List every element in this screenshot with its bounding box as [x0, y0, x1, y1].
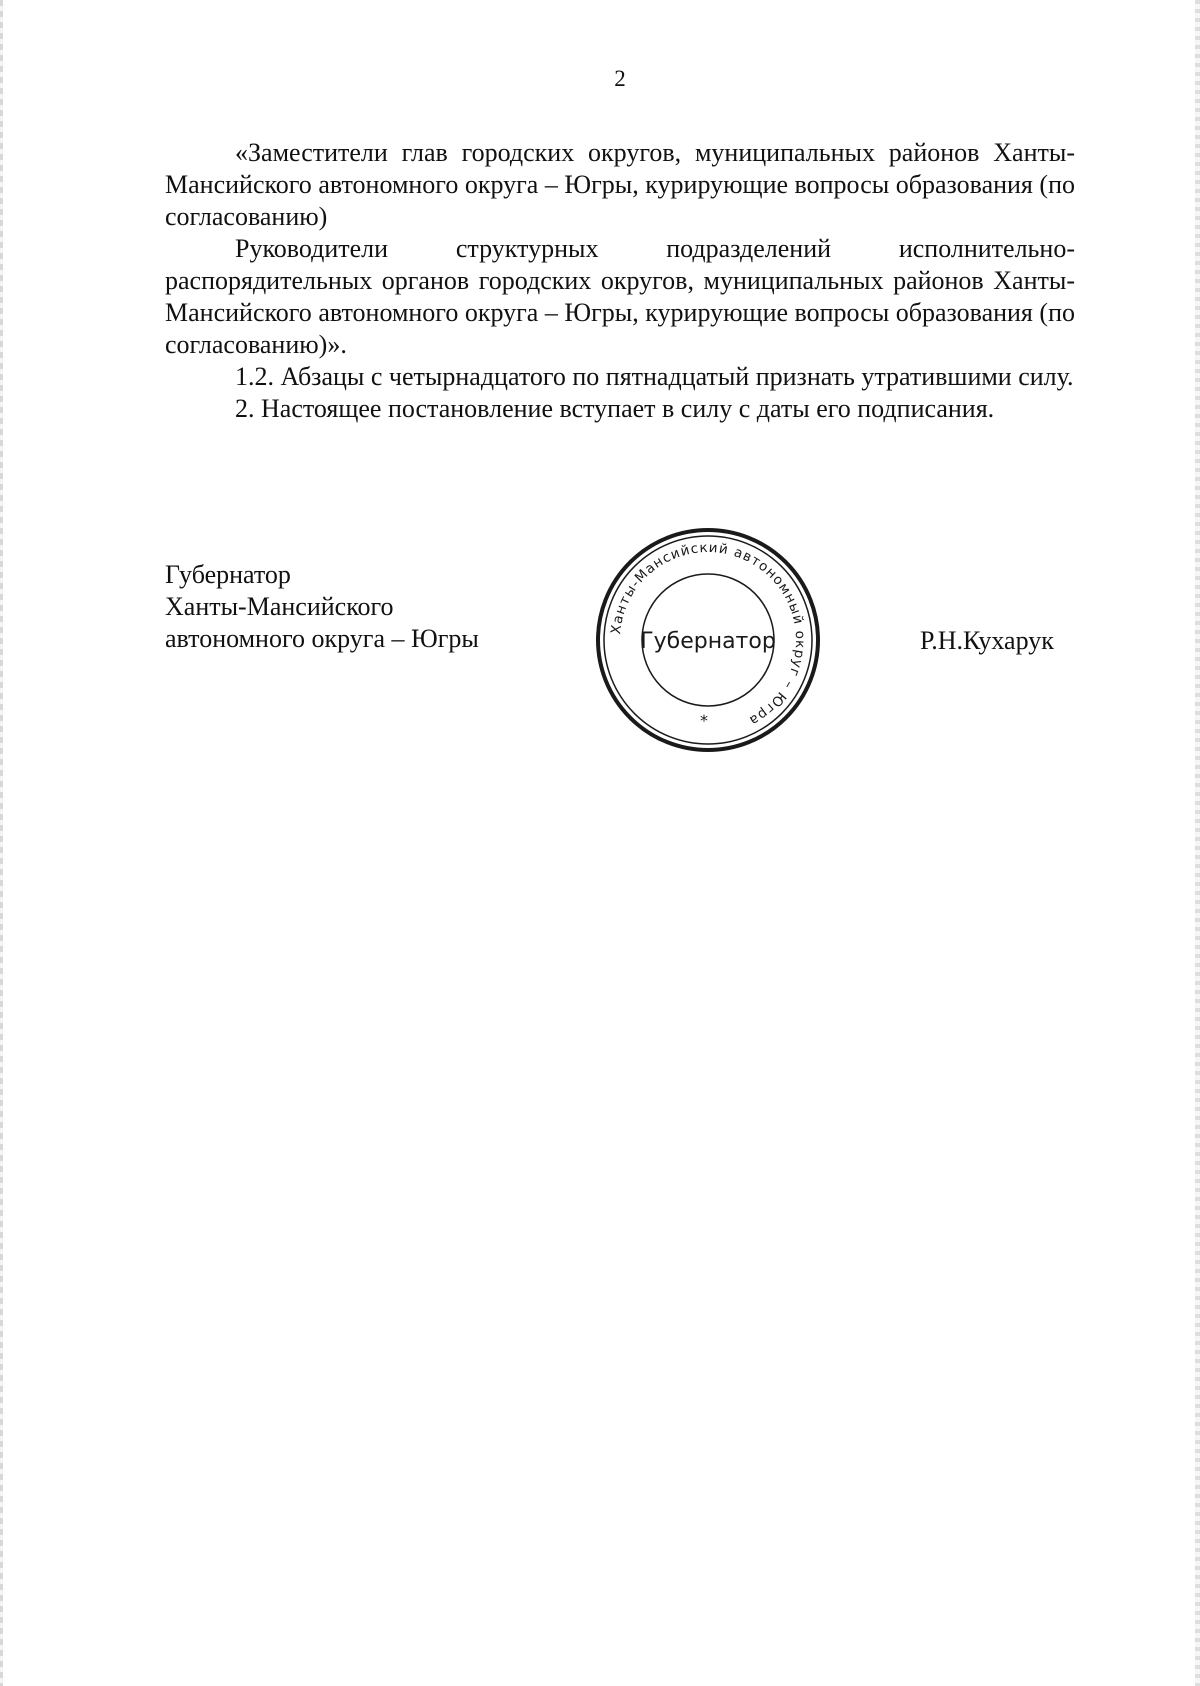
- seal-star: *: [700, 711, 708, 730]
- paragraph-heads-of-divisions: Руководители структурных подразделений исполнительно-распорядительных органов городских округов, муниципальных районов Ханты-Мансийского автономного округа – Югры, курирующие вопросы образования (по согласованию)».: [165, 234, 1075, 359]
- document-body: [165, 137, 1075, 425]
- paragraph-deputies: «Заместители глав городских округов, муниципальных районов Ханты-Мансийского автономного округа – Югры, курирующие вопросы образования (по согласованию): [165, 138, 1075, 231]
- paragraph-clause-2: 2. Настоящее постановление вступает в силу с даты его подписания.: [235, 394, 995, 423]
- signatory-title: [165, 559, 479, 655]
- scan-edge-right: [1195, 0, 1200, 1686]
- signatory-name: Р.Н.Кухарук: [920, 626, 1054, 655]
- seal-ring-text: Ханты-Мансийский автономный округ – Югра: [608, 539, 809, 729]
- paragraph-clause-1-2: 1.2. Абзацы с четырнадцатого по пятнадцатый признать утратившими силу.: [235, 362, 1074, 391]
- signatory-title-line: автономного округа – Югры: [165, 624, 479, 653]
- page-number: 2: [614, 66, 626, 91]
- scan-edge-left: [0, 0, 3, 1686]
- signatory-title-line: Ханты-Мансийского: [165, 592, 394, 621]
- official-seal: [594, 526, 822, 754]
- signatory-title-line: Губернатор: [165, 560, 291, 589]
- seal-center-text: Губернатор: [640, 629, 776, 654]
